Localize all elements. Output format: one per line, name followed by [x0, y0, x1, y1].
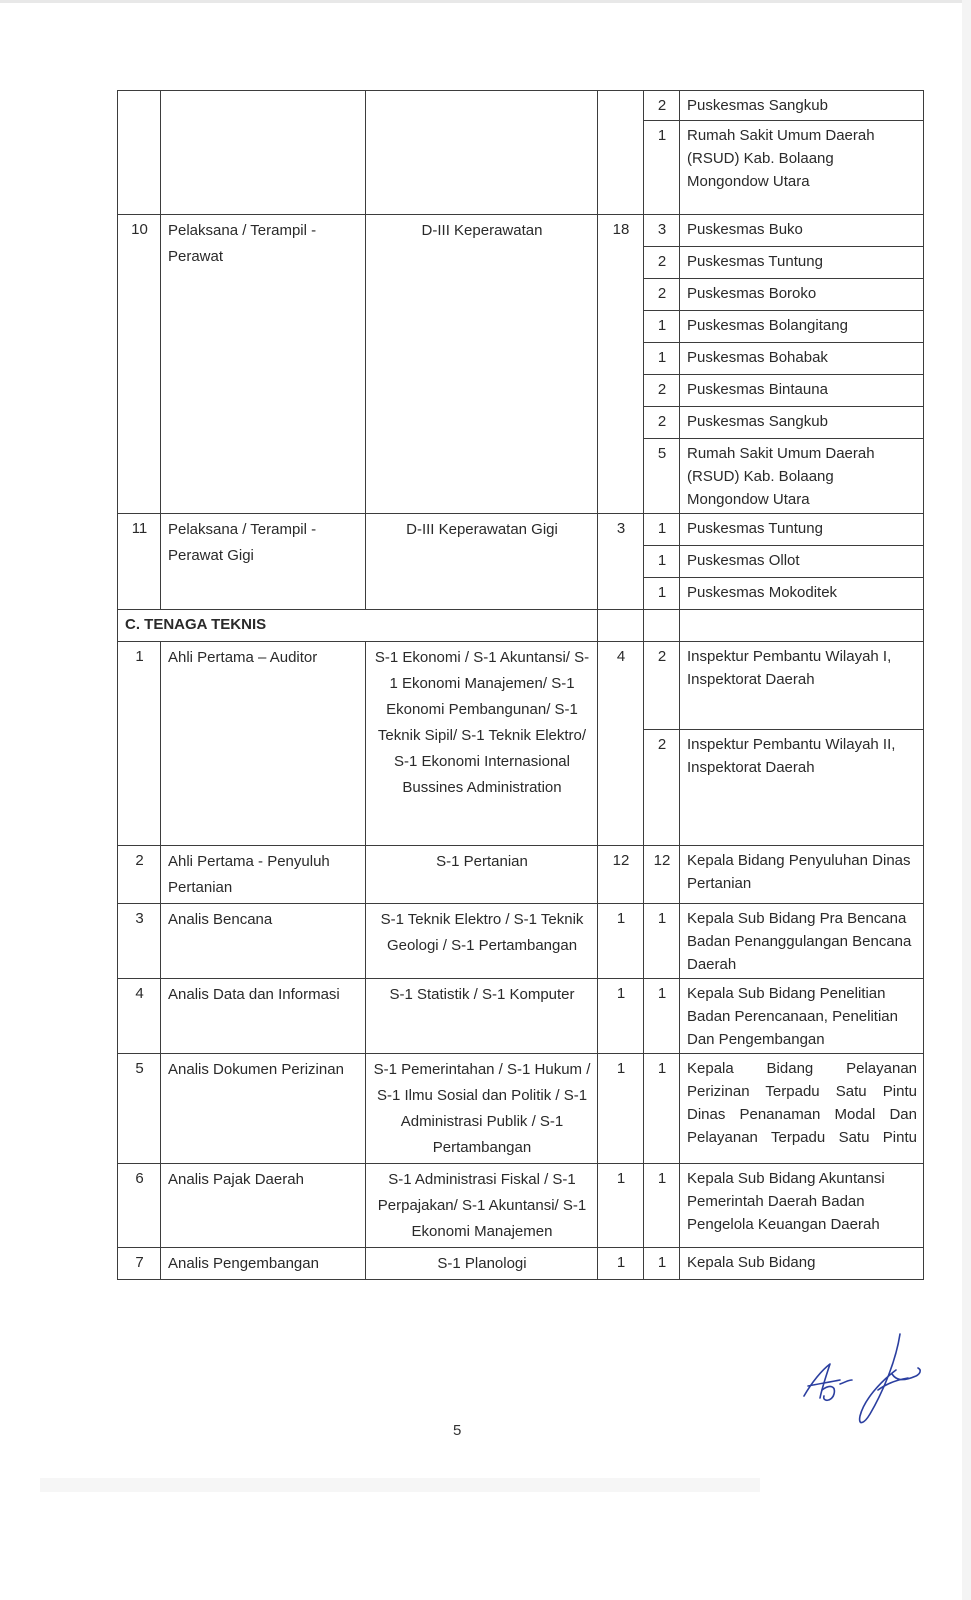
count-cell: 1: [644, 311, 680, 343]
location-cell: Puskesmas Sangkub: [680, 407, 924, 439]
table-row: [118, 514, 924, 546]
position-cell: [161, 91, 366, 215]
count-cell: 5: [644, 439, 680, 514]
count-cell: 1: [644, 578, 680, 610]
row-number: 1: [118, 642, 161, 846]
signature-initials-icon: [800, 1330, 930, 1440]
qualification-cell: D-III Keperawatan Gigi: [366, 514, 598, 610]
page-number: 5: [453, 1422, 462, 1439]
count-cell: 1: [644, 343, 680, 375]
location-cell: Puskesmas Tuntung: [680, 514, 924, 546]
empty-cell: [598, 610, 644, 642]
total-cell: 18: [598, 215, 644, 514]
count-cell: 2: [644, 407, 680, 439]
position-cell: Ahli Pertama – Auditor: [161, 642, 366, 846]
qualification-cell: S-1 Teknik Elektro / S-1 Teknik Geologi / S-1 Pertambangan: [366, 904, 598, 979]
position-cell: Ahli Pertama - Penyuluh Pertanian: [161, 846, 366, 904]
scan-right-edge: [962, 0, 971, 1600]
total-cell: 3: [598, 514, 644, 610]
location-cell: Kepala Sub Bidang: [680, 1248, 924, 1280]
position-cell: Pelaksana / Terampil - Perawat Gigi: [161, 514, 366, 610]
qualification-cell: [366, 91, 598, 215]
row-number: 6: [118, 1164, 161, 1248]
row-number: 11: [118, 514, 161, 610]
row-number: 5: [118, 1054, 161, 1164]
position-cell: Analis Dokumen Perizinan: [161, 1054, 366, 1164]
qualification-cell: D-III Keperawatan: [366, 215, 598, 514]
row-number: 2: [118, 846, 161, 904]
position-cell: Pelaksana / Terampil - Perawat: [161, 215, 366, 514]
position-cell: Analis Pengembangan: [161, 1248, 366, 1280]
location-cell: Puskesmas Bintauna: [680, 375, 924, 407]
row-number: 10: [118, 215, 161, 514]
count-cell: 1: [644, 1164, 680, 1248]
empty-cell: [644, 610, 680, 642]
empty-cell: [680, 610, 924, 642]
scan-top-edge: [0, 0, 971, 3]
table-row: [118, 91, 924, 121]
qualification-cell: S-1 Pemerintahan / S-1 Hukum / S-1 Ilmu Sosial dan Politik / S-1 Administrasi Publik / S-1 Pertambangan: [366, 1054, 598, 1164]
row-number: [118, 91, 161, 215]
location-cell: Puskesmas Sangkub: [680, 91, 924, 121]
location-cell: Inspektur Pembantu Wilayah II, Inspektorat Daerah: [680, 730, 924, 846]
count-cell: 2: [644, 730, 680, 846]
location-cell: Kepala Sub Bidang Pra Bencana Badan Penanggulangan Bencana Daerah: [680, 904, 924, 979]
position-cell: Analis Data dan Informasi: [161, 979, 366, 1054]
position-cell: Analis Bencana: [161, 904, 366, 979]
table-row: [118, 215, 924, 247]
location-cell: Puskesmas Ollot: [680, 546, 924, 578]
location-cell: Rumah Sakit Umum Daerah (RSUD) Kab. Bolaang Mongondow Utara: [680, 121, 924, 215]
qualification-cell: S-1 Administrasi Fiskal / S-1 Perpajakan/ S-1 Akuntansi/ S-1 Ekonomi Manajemen: [366, 1164, 598, 1248]
location-cell: Kepala Bidang Pelayanan Perizinan Terpadu Satu Pintu Dinas Penanaman Modal Dan Pelayanan Terpadu Satu Pintu: [680, 1054, 924, 1164]
total-cell: 1: [598, 979, 644, 1054]
count-cell: 1: [644, 904, 680, 979]
location-cell: Puskesmas Tuntung: [680, 247, 924, 279]
count-cell: 1: [644, 514, 680, 546]
formation-table: [117, 90, 924, 1280]
total-cell: 12: [598, 846, 644, 904]
location-cell: Inspektur Pembantu Wilayah I, Inspektorat Daerah: [680, 642, 924, 730]
table-row: [118, 846, 924, 904]
table-row: [118, 979, 924, 1054]
qualification-cell: S-1 Planologi: [366, 1248, 598, 1280]
count-cell: 3: [644, 215, 680, 247]
location-cell: Kepala Sub Bidang Akuntansi Pemerintah Daerah Badan Pengelola Keuangan Daerah: [680, 1164, 924, 1248]
count-cell: 2: [644, 375, 680, 407]
row-number: 7: [118, 1248, 161, 1280]
qualification-cell: S-1 Statistik / S-1 Komputer: [366, 979, 598, 1054]
count-cell: 1: [644, 1054, 680, 1164]
row-number: 3: [118, 904, 161, 979]
total-cell: 1: [598, 1054, 644, 1164]
count-cell: 12: [644, 846, 680, 904]
count-cell: 2: [644, 642, 680, 730]
location-cell: Puskesmas Buko: [680, 215, 924, 247]
location-cell: Puskesmas Bolangitang: [680, 311, 924, 343]
row-number: 4: [118, 979, 161, 1054]
total-cell: 1: [598, 904, 644, 979]
total-cell: 4: [598, 642, 644, 846]
location-cell: Kepala Bidang Penyuluhan Dinas Pertanian: [680, 846, 924, 904]
scan-bottom-shadow: [40, 1478, 760, 1492]
section-row: [118, 610, 924, 642]
location-cell: Rumah Sakit Umum Daerah (RSUD) Kab. Bolaang Mongondow Utara: [680, 439, 924, 514]
count-cell: 1: [644, 1248, 680, 1280]
position-cell: Analis Pajak Daerah: [161, 1164, 366, 1248]
table-row: [118, 904, 924, 979]
qualification-cell: S-1 Pertanian: [366, 846, 598, 904]
count-cell: 1: [644, 546, 680, 578]
qualification-cell: S-1 Ekonomi / S-1 Akuntansi/ S-1 Ekonomi Manajemen/ S-1 Ekonomi Pembangunan/ S-1 Teknik Sipil/ S-1 Teknik Elektro/ S-1 Ekonomi Internasional Bussines Administration: [366, 642, 598, 846]
total-cell: 1: [598, 1248, 644, 1280]
count-cell: 2: [644, 247, 680, 279]
location-cell: Kepala Sub Bidang Penelitian Badan Perencanaan, Penelitian Dan Pengembangan: [680, 979, 924, 1054]
count-cell: 1: [644, 979, 680, 1054]
location-cell: Puskesmas Bohabak: [680, 343, 924, 375]
table-row: [118, 1164, 924, 1248]
total-cell: [598, 91, 644, 215]
location-cell: Puskesmas Boroko: [680, 279, 924, 311]
location-cell: Puskesmas Mokoditek: [680, 578, 924, 610]
table-row: [118, 1054, 924, 1164]
section-heading: C. TENAGA TEKNIS: [118, 610, 598, 642]
count-cell: 2: [644, 279, 680, 311]
total-cell: 1: [598, 1164, 644, 1248]
count-cell: 2: [644, 91, 680, 121]
count-cell: 1: [644, 121, 680, 215]
table-row: [118, 1248, 924, 1280]
table-row: [118, 642, 924, 730]
